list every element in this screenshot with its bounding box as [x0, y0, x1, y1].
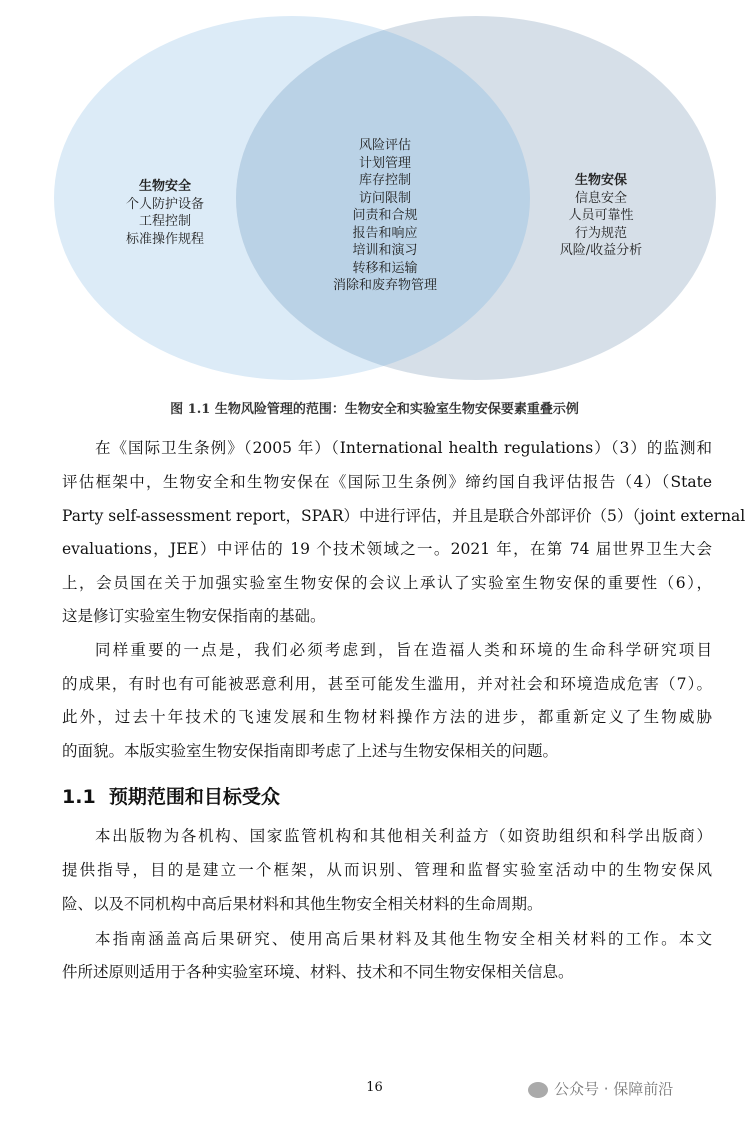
- page-number: 16: [366, 1080, 383, 1095]
- venn-item: 计划管理: [358, 155, 411, 171]
- venn-item: 个人防护设备: [125, 196, 204, 212]
- paragraph-line: 险、以及不同机构中高后果材料和其他生物安全相关材料的生命周期。: [62, 895, 543, 913]
- paragraph-line: 上，会员国在关于加强实验室生物安保的会议上承认了实验室生物安保的重要性（6），: [62, 574, 712, 592]
- paragraph-line: 评估框架中，生物安全和生物安保在《国际卫生条例》缔约国自我评估报告（4）（State: [62, 473, 712, 491]
- paragraph-line: 在《国际卫生条例》（2005 年）（International health regulations）（3）的监测和: [95, 439, 712, 457]
- venn-item: 访问限制: [358, 190, 411, 206]
- paragraph-line: 同样重要的一点是，我们必须考虑到，旨在造福人类和环境的生命科学研究项目: [95, 641, 712, 659]
- biosafety-title: 生物安全: [138, 179, 191, 194]
- paragraph-line: evaluations，JEE）中评估的 19 个技术领域之一。2021 年，在第 74 届世界卫生大会: [62, 540, 712, 558]
- venn-item: 问责和合规: [352, 208, 418, 223]
- venn-item: 人员可靠性: [568, 208, 634, 223]
- venn-item: 信息安全: [574, 190, 627, 206]
- paragraph-line: 此外，过去十年技术的飞速发展和生物材料操作方法的进步，都重新定义了生物威胁: [62, 708, 712, 726]
- paragraph-line: 本指南涵盖高后果研究、使用高后果材料及其他生物安全相关材料的工作。本文: [95, 930, 712, 948]
- venn-item: 行为规范: [574, 225, 627, 241]
- paragraph-line: 提供指导，目的是建立一个框架，从而识别、管理和监督实验室活动中的生物安保风: [62, 861, 712, 879]
- venn-item: 风险评估: [358, 138, 411, 153]
- venn-item: 培训和演习: [352, 243, 418, 258]
- paragraph-line: 这是修订实验室生物安保指南的基础。: [62, 607, 326, 625]
- paragraph-line: 本出版物为各机构、国家监管机构和其他相关利益方（如资助组织和科学出版商）: [95, 827, 712, 845]
- venn-item: 库存控制: [358, 173, 411, 188]
- biosecurity-title: 生物安保: [574, 173, 627, 188]
- venn-item: 消除和废弃物管理: [332, 278, 437, 293]
- paragraph-line: Party self-assessment report，SPAR）中进行评估，并且是联合外部评价（5）（joint external: [62, 507, 746, 525]
- watermark: 公众号 · 保障前沿: [528, 1078, 673, 1099]
- venn-center-label: [310, 137, 460, 295]
- figure-caption: 图 1.1 生物风险管理的范围：生物安全和实验室生物安保要素重叠示例: [170, 402, 579, 417]
- paragraph-line: 的成果，有时也有可能被恶意利用，甚至可能发生滥用，并对社会和环境造成危害（7）。: [62, 675, 712, 693]
- paragraph-line: 件所述原则适用于各种实验室环境、材料、技术和不同生物安保相关信息。: [62, 963, 574, 981]
- paragraph-line: 的面貌。本版实验室生物安保指南即考虑了上述与生物安保相关的问题。: [62, 742, 559, 760]
- venn-item: 转移和运输: [352, 260, 418, 276]
- venn-item: 工程控制: [138, 214, 191, 229]
- section-heading: 1.1 预期范围和目标受众: [62, 786, 280, 808]
- wechat-icon: [528, 1082, 548, 1098]
- venn-item: 风险/收益分析: [559, 243, 643, 258]
- venn-item: 报告和响应: [352, 225, 418, 241]
- venn-item: 标准操作规程: [125, 231, 204, 247]
- venn-right-label: [536, 172, 666, 260]
- venn-left-label: [100, 178, 230, 248]
